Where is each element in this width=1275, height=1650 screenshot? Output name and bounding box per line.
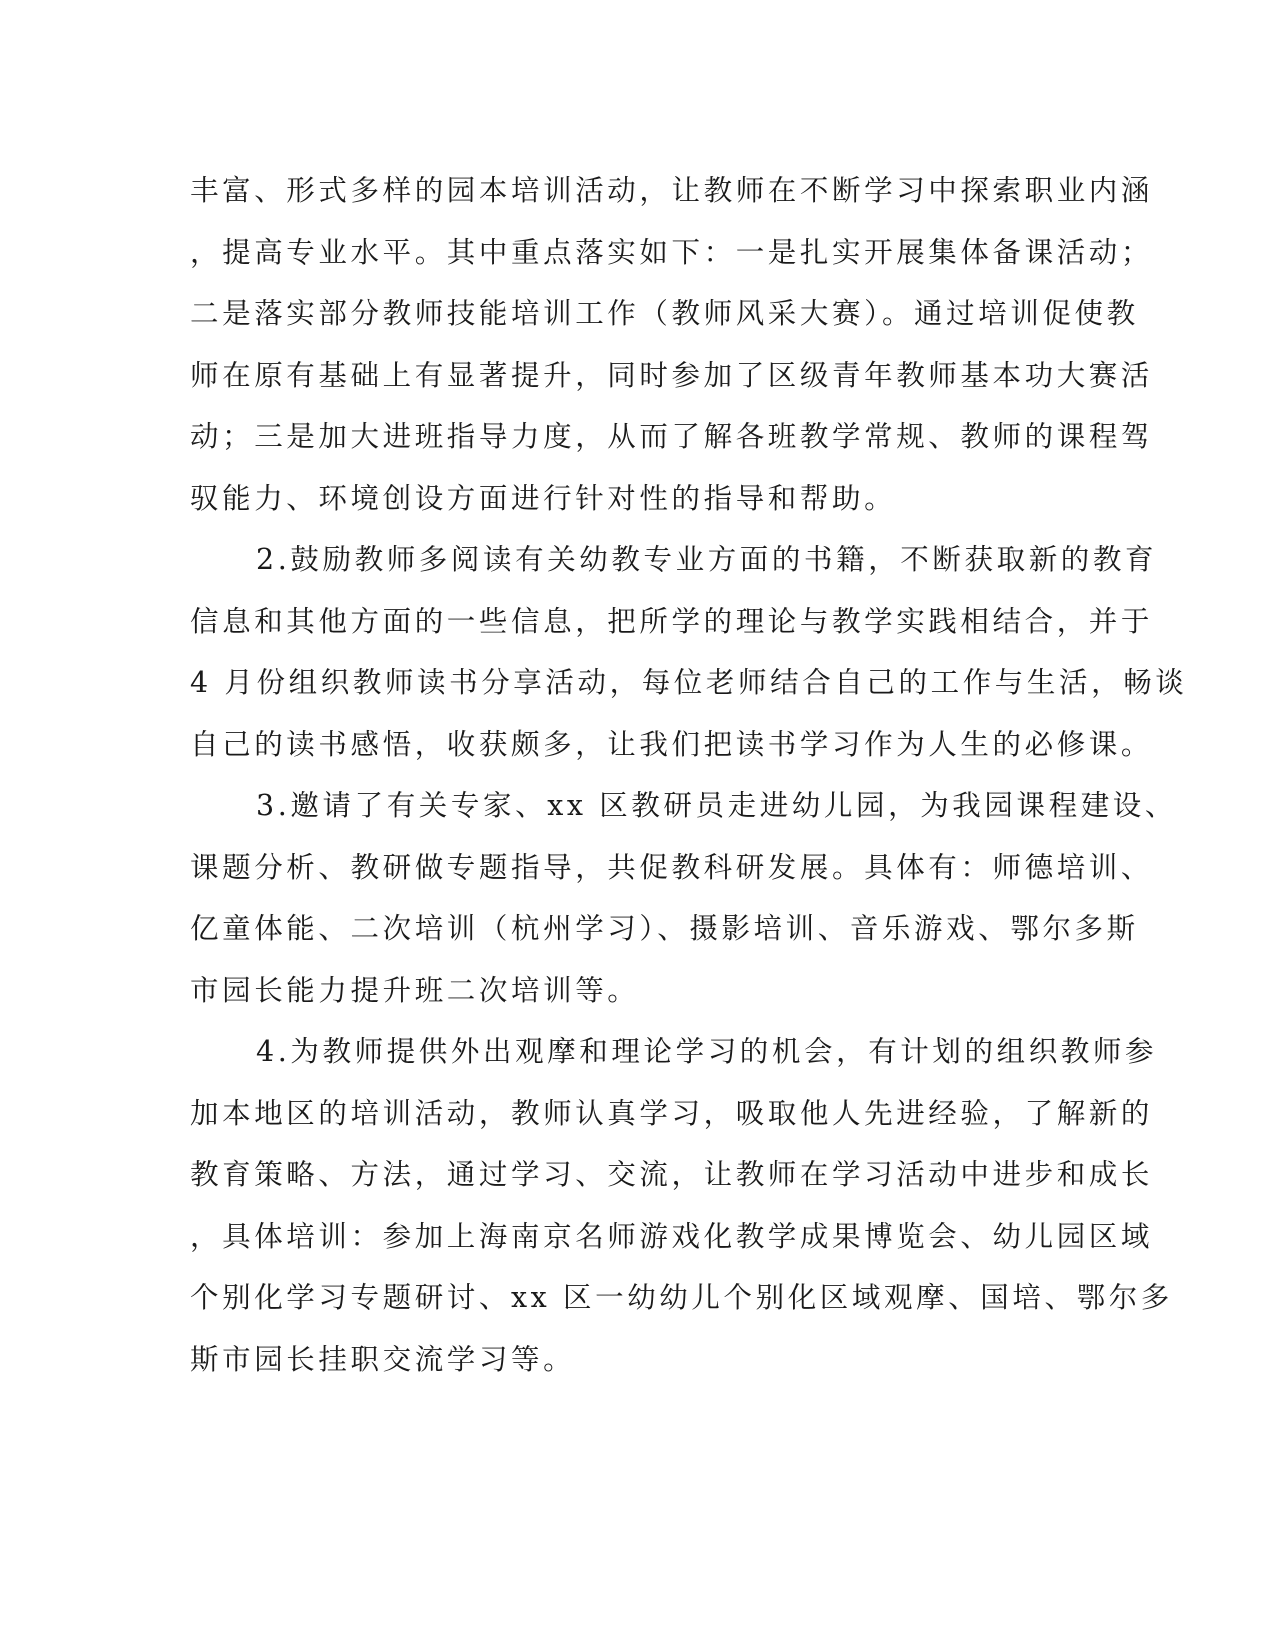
paragraph-training-activities xyxy=(190,160,1154,529)
text-line: 3.邀请了有关专家、xx 区教研员走进幼儿园，为我园课程建设、 xyxy=(256,789,1177,822)
text-line: 4.为教师提供外出观摩和理论学习的机会，有计划的组织教师参 xyxy=(256,1035,1158,1068)
paragraph-external-learning xyxy=(190,1021,1173,1390)
text-line: 2.鼓励教师多阅读有关幼教专业方面的书籍，不断获取新的教育 xyxy=(256,543,1158,576)
text-line: 4 月份组织教师读书分享活动，每位老师结合自己的工作与生活，畅谈 xyxy=(190,666,1188,699)
text-line: 二是落实部分教师技能培训工作（教师风采大赛）。通过培训促使教 xyxy=(190,297,1139,330)
text-line: 丰富、形式多样的园本培训活动，让教师在不断学习中探索职业内涵 xyxy=(190,174,1154,207)
text-line: 师在原有基础上有显著提升，同时参加了区级青年教师基本功大赛活 xyxy=(190,358,1154,392)
paragraph-reading-encouragement xyxy=(190,529,1188,775)
text-line: 加本地区的培训活动，教师认真学习，吸取他人先进经验，了解新的 xyxy=(190,1096,1154,1130)
text-line: 亿童体能、二次培训（杭州学习）、摄影培训、音乐游戏、鄂尔多斯 xyxy=(190,912,1139,945)
text-line: 驭能力、环境创设方面进行针对性的指导和帮助。 xyxy=(190,481,897,515)
text-line: ，具体培训：参加上海南京名师游戏化教学成果博览会、幼儿园区域 xyxy=(190,1219,1154,1253)
text-line: 动；三是加大进班指导力度，从而了解各班教学常规、教师的课程驾 xyxy=(190,420,1154,453)
document-body xyxy=(190,160,1188,1390)
text-line: 市园长能力提升班二次培训等。 xyxy=(190,973,640,1007)
text-line: 自己的读书感悟，收获颇多，让我们把读书学习作为人生的必修课。 xyxy=(190,727,1154,761)
text-line: 个别化学习专题研讨、xx 区一幼幼儿个别化区域观摩、国培、鄂尔多 xyxy=(190,1281,1173,1314)
text-line: 教育策略、方法，通过学习、交流，让教师在学习活动中进步和成长 xyxy=(190,1158,1154,1191)
paragraph-expert-guidance xyxy=(190,775,1177,1021)
text-line: 信息和其他方面的一些信息，把所学的理论与教学实践相结合，并于 xyxy=(190,604,1154,638)
text-line: 课题分析、教研做专题指导，共促教科研发展。具体有：师德培训、 xyxy=(190,850,1154,884)
text-line: ，提高专业水平。其中重点落实如下：一是扎实开展集体备课活动； xyxy=(190,235,1154,269)
text-line: 斯市园长挂职交流学习等。 xyxy=(190,1342,576,1376)
